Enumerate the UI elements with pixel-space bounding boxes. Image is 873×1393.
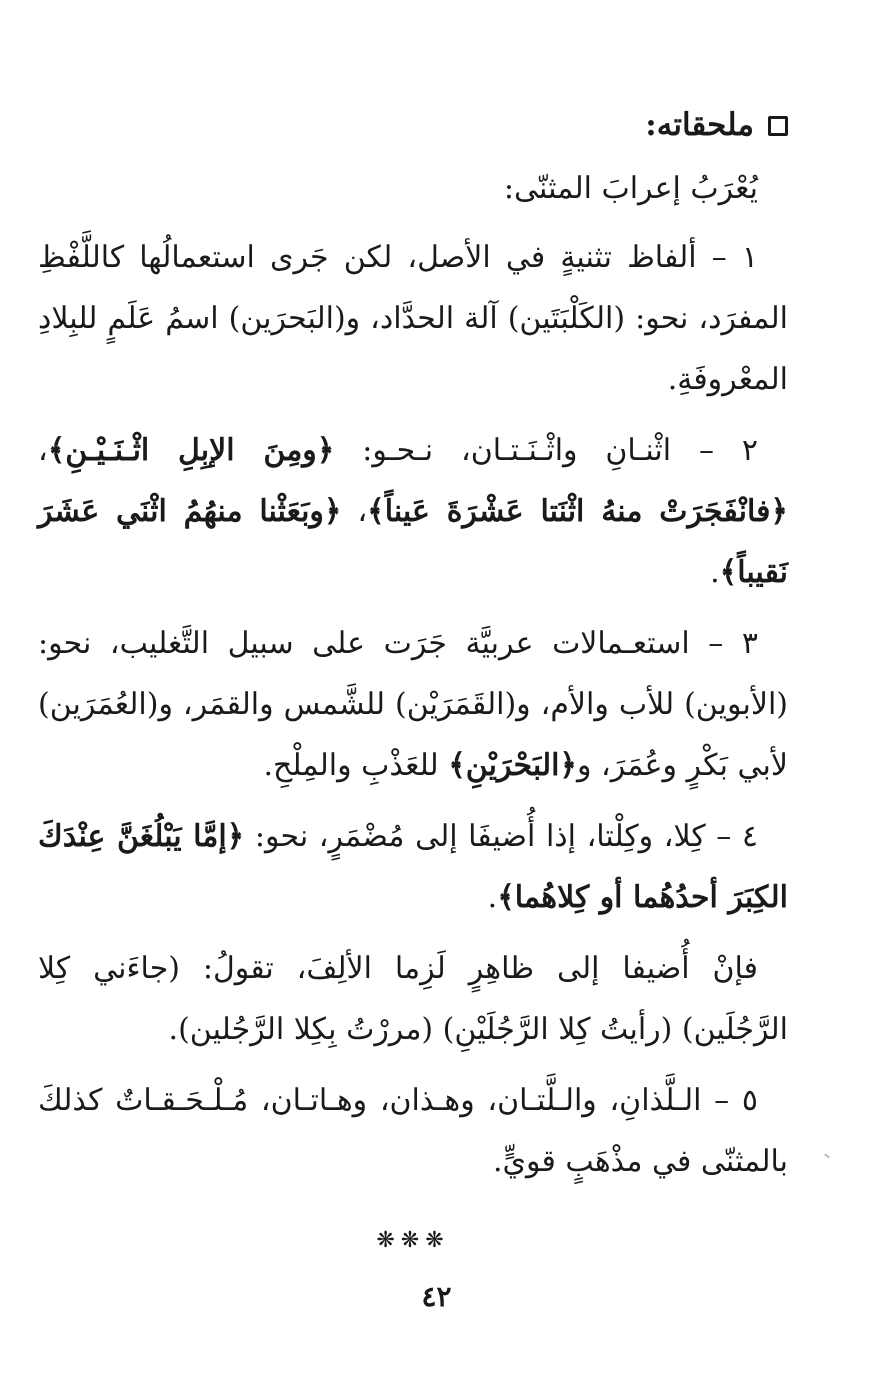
paragraph-item-1: ١ – ألفاظ تثنيةٍ في الأصل، لكن جَرى استعمالُها كاللَّفْظِ المفرَد، نحو: (الكَلْبَتَين) آلة الحدَّاد، و(البَحرَين) اسمُ عَلَمٍ للبِلادِ المعْروفَةِ. — [38, 240, 788, 397]
section-divider-stars: ❋❋❋ — [376, 1228, 450, 1253]
section-heading — [38, 95, 788, 156]
item3-end: للعَذْبِ والمِلْحِ. — [263, 748, 449, 783]
item4-prefix: ٤ – كِلا، وكِلْتا، إذا أُضيفَا إلى مُضْمَرٍ، نحو: — [254, 819, 758, 854]
heading-text: ملحقاته: — [645, 107, 754, 143]
intro-line: يُعْرَبُ إعرابَ المثنّى: — [503, 171, 758, 206]
quran-verse-4: ﴿البَحْرَيْنِ﴾ — [448, 748, 577, 783]
page-number: ٤٢ — [421, 1280, 452, 1313]
quran-verse-2: ﴿فانْفَجَرَتْ منهُ اثْنَتا عَشْرَةَ عَيناً﴾ — [367, 494, 789, 529]
paragraph-item-3 — [38, 613, 788, 796]
paragraph-item-4-note: فإنْ أُضيفا إلى ظاهِرٍ لَزِما الألِفَ، تقولُ: (جاءَني كِلا الرَّجُلَين) (رأيتُ كِلا الرَّجُلَيْنِ) (مررْتُ بِكِلا الرَّجُلين). — [38, 951, 788, 1047]
item4-end: . — [487, 880, 498, 915]
quran-verse-5: ﴿إمَّا يَبْلُغَنَّ عِنْدَكَ الكِبَرَ أحدُهُما أو كِلاهُما﴾ — [38, 819, 788, 915]
quran-verse-3: ﴿وبَعَثْنا منهُمُ اثْنَي عَشَرَ نَقيباً﴾ — [38, 494, 788, 590]
paragraph-item-2 — [38, 420, 788, 603]
item2-separator: ، — [38, 433, 48, 468]
paragraph-item-5: ٥ – الـلَّذانِ، والـلَّتـان، وهـذان، وهـاتـان، مُـلْـحَـقـاتٌ كذلكَ بالمثنّى في مذْهَبٍ قويٍّ. — [38, 1083, 788, 1179]
item2-end: . — [710, 555, 720, 590]
checkbox-square-icon — [768, 116, 788, 136]
page-body — [38, 95, 788, 1271]
paragraph-item-4 — [38, 806, 788, 928]
item2-prefix: ٢ – اثْنـانِ واثْـنَـتـان، نـحـو: — [362, 433, 758, 468]
scan-speck — [824, 1153, 830, 1158]
item2-separator-2: ، — [357, 494, 368, 529]
quran-verse-1: ﴿ومِنَ الإبِلِ اثْـنَـيْـنِ﴾ — [47, 433, 335, 468]
item3-prefix: ٣ – استعـمالات عربيَّة جَرَت على سبيل التَّغليب، نحو: (الأبوين) للأب والأم، و(القَمَرَيْن) للشَّمس والقمَر، و(العُمَرَين) لأبي بَكْرٍ وعُمَرَ، و — [38, 626, 788, 783]
